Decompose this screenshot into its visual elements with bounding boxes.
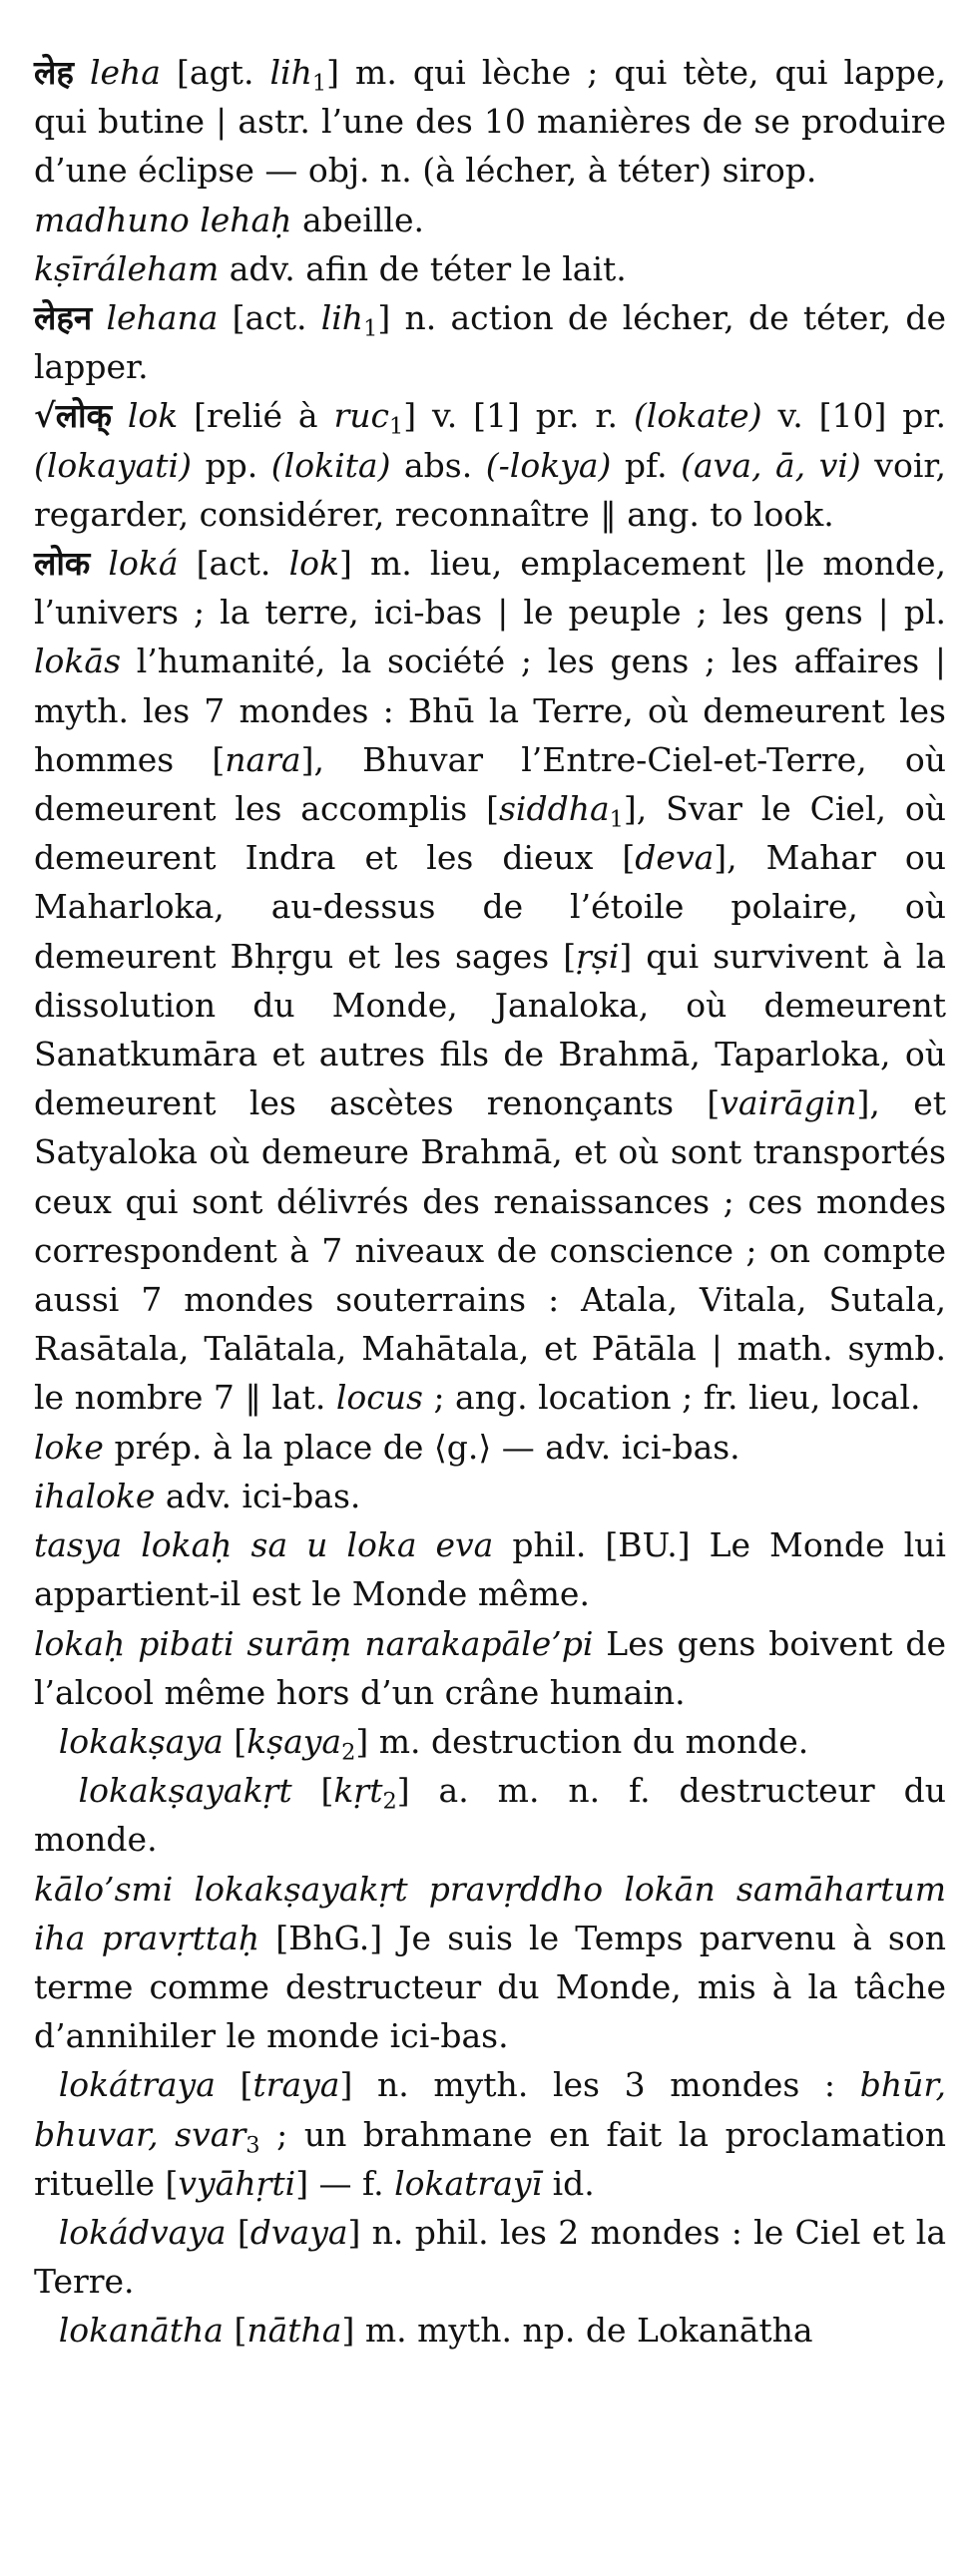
homonym-index: 1 [609,806,624,833]
entry-text: phil. [BU.] Le Monde lui appartient-il est le Monde même. [34,1525,946,1614]
entry-text: abs. [390,445,486,485]
entry-text: ], Mahar ou Maharloka, au-dessus de l’étoile polaire, où demeurent Bhṛgu et les sages [ [34,838,946,976]
italic-term: siddha [498,789,610,829]
entry-text: v. [10] pr. [761,396,946,436]
dictionary-entry [34,1472,946,1520]
italic-term: tasya lokaḥ sa u loka eva [34,1525,494,1565]
dictionary-entry [34,48,946,196]
italic-term: dvaya [249,2212,348,2252]
homonym-index: 2 [382,1788,397,1815]
entry-text [92,298,106,337]
dictionary-entry [34,1520,946,1618]
entry-text: ], Bhuvar l’Entre-Ciel-et-Terre, où demeurent les accomplis [ [34,739,946,829]
italic-term: lehana [106,298,219,338]
italic-term: (-lokya) [485,445,612,485]
entry-text [74,53,90,92]
italic-term: vyāhṛti [178,2163,296,2203]
entry-text: voir, regarder, considérer, reconnaître ‖ ang. to look. [34,445,947,534]
entry-text: ] m. lieu, emplacement |le monde, l’univers ; la terre, ici-bas | le peuple ; les gens | pl. [34,544,946,633]
entry-text: adv. ici-bas. [155,1476,361,1515]
entry-text: ] n. action de lécher, de téter, de lapper. [34,298,946,387]
italic-term: lih [320,298,364,338]
italic-term: loká [108,544,179,584]
italic-term: lokatrayī [394,2163,543,2203]
italic-term: (lokate) [633,396,762,436]
entry-text: ] n. myth. les 3 mondes : [339,2065,860,2105]
italic-term: locus [335,1378,423,1418]
homonym-index: 3 [245,2131,260,2158]
entry-text: id. [542,2163,595,2203]
italic-term: kṛt [333,1771,383,1811]
entry-text: [ [215,2065,253,2105]
italic-term: lokakṣayakṛt [78,1771,292,1811]
entry-text: prép. à la place de ⟨g.⟩ — adv. ici-bas. [103,1427,740,1467]
devanagari-headword: लेहन [34,298,93,338]
dictionary-entry [34,391,946,539]
italic-term: kṣaya [246,1721,342,1761]
italic-term: ruc [333,396,389,436]
italic-term: lokádvaya [58,2212,227,2252]
entry-text: ] — f. [295,2163,395,2203]
entry-text: [act. [178,544,289,584]
entry-text: ] a. m. n. f. destructeur du monde. [34,1771,946,1860]
homonym-index: 1 [363,315,378,342]
entry-text: [act. [218,298,321,338]
entry-text: [agt. [160,53,270,92]
italic-term: bhūr, bhuvar, svar [34,2065,946,2154]
entry-text: l’humanité, la société ; les gens ; les affaires | myth. les 7 mondes : Bhū la Terre, où demeurent les hommes [ [34,642,946,779]
homonym-index: 1 [311,70,327,97]
entry-text: ] m. myth. np. de Lokanātha [341,2311,813,2351]
dictionary-entry [34,2208,946,2306]
entry-text: ] m. qui lèche ; qui tète, qui lappe, qui butine | astr. l’une des 10 manières de se produire d’une éclipse — obj. n. (à lécher, à téter) sirop. [34,53,946,191]
entry-text: ] n. phil. les 2 mondes : le Ciel et la Terre. [34,2212,946,2302]
entry-text: pp. [191,445,271,485]
entry-text: [relié à [178,396,334,436]
dictionary-entry [34,196,946,244]
italic-term: lok [127,396,179,436]
dictionary-entry [34,293,946,391]
italic-term: lok [288,544,339,584]
italic-term: madhuno lehaḥ [34,200,292,239]
italic-term: kālo’smi lokakṣayakṛt pravṛddho lokān samāhartum iha pravṛttaḥ [34,1869,946,1957]
dictionary-entry [34,1717,946,1766]
italic-term: ihaloke [34,1476,156,1515]
homonym-index: 1 [388,413,404,440]
italic-term: (ava, ā, vi) [681,445,861,485]
italic-term: vairāgin [720,1083,857,1123]
devanagari-headword: लोक [34,544,91,584]
italic-term: lokanātha [58,2311,224,2351]
entry-text [90,544,108,583]
italic-term: deva [635,838,715,878]
entry-text: pf. [611,445,682,485]
entry-list [34,48,946,2356]
italic-term: lokās [34,642,122,681]
homonym-index: 2 [341,1739,356,1766]
devanagari-headword: √लोक् [34,396,112,436]
italic-term: (lokita) [270,445,391,485]
devanagari-headword: लेह [34,53,74,92]
italic-term: kṣīráleham [34,248,220,288]
entry-text: Les gens boivent de l’alcool même hors d’un crâne humain. [34,1623,946,1712]
entry-text: abeille. [291,200,424,239]
dictionary-entry [34,2306,946,2355]
italic-term: ṛṣi [576,936,620,976]
dictionary-entry [34,244,946,293]
dictionary-entry [34,2060,946,2208]
italic-term: lokaḥ pibati surāṃ narakapāle’pi [34,1623,594,1663]
entry-text: [ [223,1721,247,1761]
dictionary-entry [34,1865,946,2061]
italic-term: (lokayati) [34,445,192,485]
entry-text: ] v. [1] pr. r. [403,396,634,436]
entry-text: [ [223,2311,247,2351]
italic-term: leha [89,53,161,92]
italic-term: nātha [246,2311,342,2351]
dictionary-entry [34,1423,946,1472]
entry-text: ; un brahmane en fait la proclamation rituelle [ [34,2114,946,2203]
entry-text: ], Svar le Ciel, où demeurent Indra et les dieux [ [34,789,946,878]
italic-term: lokátraya [58,2065,216,2105]
entry-text: ; ang. location ; fr. lieu, local. [422,1378,921,1418]
entry-text: ] m. destruction du monde. [355,1721,809,1761]
dictionary-entry [34,539,946,1423]
entry-text: ] qui survivent à la dissolution du Monde, Janaloka, où demeurent Sanatkumāra et autres fils de Brahmā, Taparloka, où demeurent les ascètes renonçants [ [34,936,946,1123]
italic-term: nara [225,739,301,779]
italic-term: lokakṣaya [58,1721,224,1761]
italic-term: loke [34,1427,104,1467]
entry-text: [ [291,1771,334,1811]
italic-term: traya [252,2065,340,2105]
entry-text: [ [226,2212,250,2252]
entry-text: ], et Satyaloka où demeure Brahmā, et où sont transportés ceux qui sont délivrés des renaissances ; ces mondes correspondent à 7 niveaux de conscience ; on compte aussi 7 mondes souterrains : Atala, Vitala, Sutala, Rasātala, Talātala, Mahātala, et Pātāla | math. symb. le nombre 7 ‖ lat. [34,1083,947,1418]
dictionary-entry [34,1766,946,1864]
italic-term: lih [269,53,312,92]
dictionary-entry [34,1619,946,1717]
entry-text: [BhG.] Je suis le Temps parvenu à son terme comme destructeur du Monde, mis à la tâche d’annihiler le monde ici-bas. [34,1918,946,2056]
entry-text [112,396,128,435]
entry-text: adv. afin de téter le lait. [219,248,627,288]
